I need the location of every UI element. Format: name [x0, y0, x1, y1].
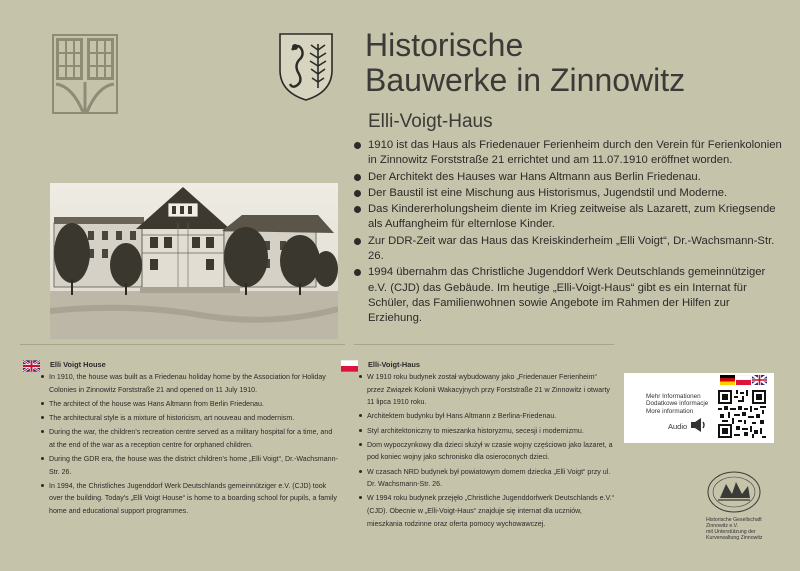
more-info-pl: Dodatkowe informacje: [646, 400, 709, 408]
info-card: [624, 373, 774, 443]
title-line-2: Bauwerke in Zinnowitz: [365, 62, 686, 98]
english-item: The architect of the house was Hans Altmann from Berlin Friedenau.: [40, 398, 340, 411]
polish-item: Dom wypoczynkowy dla dzieci służył w czasie wojny częściowo jako lazaret, a pod koniec wojny jako schronisko dla osieroconych dzieci.: [358, 439, 616, 464]
divider-left: [20, 344, 345, 345]
divider-right: [354, 344, 614, 345]
polish-item: W 1910 roku budynek został wybudowany jako „Friedenauer Ferienheim“ przez Związek Kolonii Wakacyjnych przy Forststraße 21 w Zinnowitz i otwarty 11 lipca 1910 roku.: [358, 371, 616, 409]
society-credit: [706, 517, 763, 541]
english-text-list: [40, 371, 340, 519]
polish-item: W czasach NRD budynek był powiatowym domem dziecka „Elli Voigt“ przy ul. Dr. Wachsmann-Str. 26.: [358, 466, 616, 491]
society-logo-icon: [706, 470, 762, 514]
polish-item: W 1994 roku budynek przejęło „Christliche Jugenddorfwerk Deutschlands e.V.“ (CJD). Obecnie w „Elli-Voigt-Haus“ znajduje się internat dla uczniów, mieszkania rodzinne oraz oferta pomocy wychowawczej.: [358, 492, 616, 530]
german-item: 1910 ist das Haus als Friedenauer Ferienheim durch den Verein für Ferienkolonien in Zinnowitz Forststraße 21 errichtet und am 11.07.1910 eröffnet worden.: [352, 138, 782, 169]
society-line: Zinnowitz e.V.: [706, 523, 739, 529]
society-line: mit Unterstützung der: [706, 529, 756, 535]
polish-heading: Elli-Voigt-Haus: [368, 360, 421, 369]
polish-flag-icon: [341, 360, 358, 372]
title-line-1: Historische: [365, 27, 524, 63]
more-info-text: [646, 393, 708, 415]
coat-of-arms-icon: [278, 32, 334, 102]
historic-building-photo: [50, 183, 338, 339]
polish-item: Architektem budynku był Hans Altmann z Berlina-Friedenau.: [358, 410, 616, 423]
audio-label: Audio: [668, 422, 688, 431]
german-item: Der Baustil ist eine Mischung aus Historismus, Jugendstil und Moderne.: [352, 186, 782, 201]
german-item: Der Architekt des Hauses war Hans Altmann aus Berlin Friedenau.: [352, 170, 782, 185]
uk-flag-icon: [23, 360, 40, 372]
society-line: Kurverwaltung Zinnowitz: [706, 535, 763, 541]
society-line: Historische Gesellschaft: [706, 517, 762, 523]
english-item: In 1910, the house was built as a Friedenau holiday home by the Association for Holiday Colonies in Zinnowitz Forststraße 21 and opened on 11 July 1910.: [40, 371, 340, 396]
language-flags-icon: [720, 375, 768, 385]
page-subtitle: Elli-Voigt-Haus: [368, 111, 493, 132]
english-item: During the war, the children's recreation centre served as a military hospital for a time, and at the end of the war as a reception centre for orphaned children.: [40, 426, 340, 451]
window-logo-icon: [52, 34, 118, 114]
english-item: In 1994, the Christliches Jugenddorf Werk Deutschlands gemeinnütziger e.V. (CJD) took over the building. Today's „Elli Voigt House“ is home to a boarding school for pupils, a family home and educational support programmes.: [40, 480, 340, 518]
english-heading: Elli Voigt House: [50, 360, 106, 369]
german-item: Das Kindererholungsheim diente im Krieg zeitweise als Lazarett, zum Kriegsende als Auffangheim für elternlose Kinder.: [352, 202, 782, 233]
qr-code-icon[interactable]: [718, 390, 766, 438]
german-item: Zur DDR-Zeit war das Haus das Kreiskinderheim „Elli Voigt“, Dr.-Wachsmann-Str. 26.: [352, 234, 782, 265]
more-info-de: Mehr Informationen: [646, 393, 701, 400]
speaker-icon[interactable]: [690, 417, 708, 433]
english-item: During the GDR era, the house was the district children's home „Elli Voigt“, Dr.-Wachsmann-Str. 26.: [40, 453, 340, 478]
polish-text-list: [358, 371, 616, 532]
german-text-list: [352, 138, 782, 328]
english-item: The architectural style is a mixture of historicism, art nouveau and modernism.: [40, 412, 340, 425]
polish-item: Styl architektoniczny to mieszanka historyzmu, secesji i modernizmu.: [358, 425, 616, 438]
page-title: [365, 28, 685, 98]
more-info-en: More information: [646, 407, 694, 415]
german-item: 1994 übernahm das Christliche Jugenddorf Werk Deutschlands gemeinnütziger e.V. (CJD) das Gebäude. Im heutige „Elli-Voigt-Haus“ gibt es ein Internat für Schüler, das Familienwohnen sowie Angebote im Rahmen der Hilfen zur Erziehung.: [352, 265, 782, 326]
